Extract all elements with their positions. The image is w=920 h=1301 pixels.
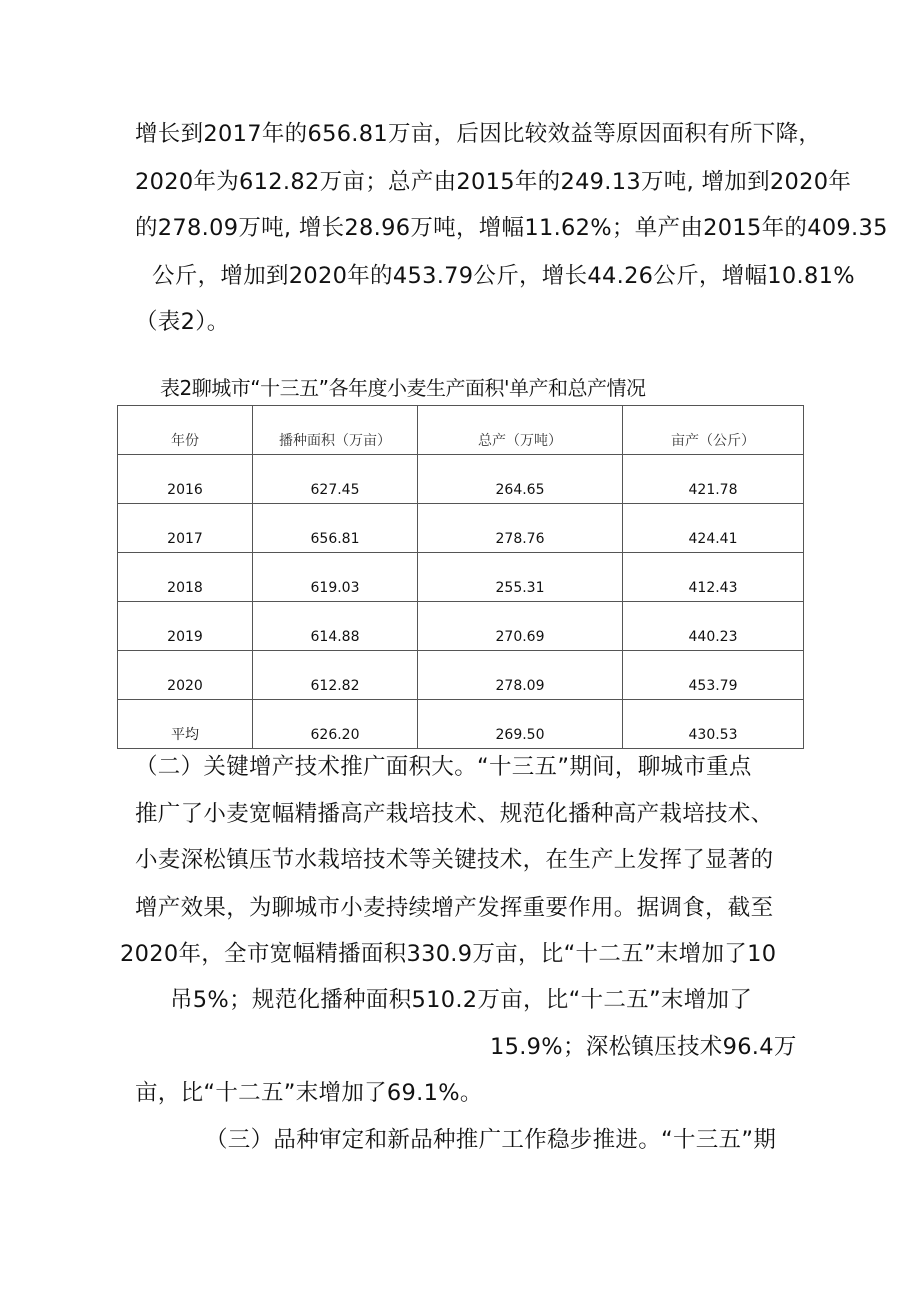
header-year: 年份: [118, 406, 253, 455]
text-line: 吊5%；规范化播种面积510.2万亩，比“十二五”末增加了: [170, 987, 753, 1013]
text-line: （三）品种审定和新品种推广工作稳步推进。“十三五”期: [205, 1127, 777, 1153]
text-line: 公斤，增加到2020年的453.79公斤，增长44.26公斤，增幅10.81%: [152, 263, 855, 289]
cell-yield: 424.41: [623, 504, 804, 553]
cell-total-output: 278.76: [418, 504, 623, 553]
cell-total-output: 270.69: [418, 602, 623, 651]
header-total-output: 总产（万吨）: [418, 406, 623, 455]
header-yield: 亩产（公斤）: [623, 406, 804, 455]
text-line: 2020年为612.82万亩；总产由2015年的249.13万吨, 增加到2020年: [135, 169, 852, 195]
cell-yield: 440.23: [623, 602, 804, 651]
cell-year: 2020: [118, 651, 253, 700]
text-line: 增长到2017年的656.81万亩，后因比较效益等原因面积有所下降，: [135, 121, 822, 147]
cell-year: 2017: [118, 504, 253, 553]
cell-year: 2016: [118, 455, 253, 504]
table-row: [118, 504, 804, 553]
text-line: 2020年，全市宽幅精播面积330.9万亩，比“十二五”末增加了10: [120, 941, 777, 967]
cell-total-output: 278.09: [418, 651, 623, 700]
table-caption: 表2聊城市“十三五”各年度小麦生产面积'单产和总产情况: [160, 376, 646, 400]
cell-area: 627.45: [253, 455, 418, 504]
cell-area: 656.81: [253, 504, 418, 553]
text-line: 亩，比“十二五”末增加了69.1%。: [135, 1080, 483, 1106]
table-header-row: [118, 406, 804, 455]
header-area: 播种面积（万亩）: [253, 406, 418, 455]
text-line: 15.9%；深松镇压技术96.4万: [490, 1034, 797, 1060]
cell-yield: 421.78: [623, 455, 804, 504]
cell-yield: 412.43: [623, 553, 804, 602]
text-line: 推广了小麦宽幅精播高产栽培技术、规范化播种高产栽培技术、: [135, 801, 774, 827]
text-line: 的278.09万吨, 增长28.96万吨，增幅11.62%；单产由2015年的409.35: [135, 215, 888, 241]
cell-total-output: 269.50: [418, 700, 623, 749]
cell-area: 612.82: [253, 651, 418, 700]
cell-year: 2019: [118, 602, 253, 651]
cell-year: 平均: [118, 700, 253, 749]
text-line: （二）关键增产技术推广面积大。“十三五”期间，聊城市重点: [135, 754, 752, 780]
text-line: 小麦深松镇压节水栽培技术等关键技术，在生产上发挥了显著的: [135, 847, 774, 873]
cell-area: 626.20: [253, 700, 418, 749]
cell-yield: 430.53: [623, 700, 804, 749]
table-row: [118, 651, 804, 700]
table-row: [118, 602, 804, 651]
table-row: [118, 553, 804, 602]
cell-area: 619.03: [253, 553, 418, 602]
cell-total-output: 264.65: [418, 455, 623, 504]
cell-yield: 453.79: [623, 651, 804, 700]
cell-year: 2018: [118, 553, 253, 602]
text-line: 增产效果，为聊城市小麦持续增产发挥重要作用。据调食，截至: [135, 895, 774, 921]
table-row-average: [118, 700, 804, 749]
text-line: （表2）。: [135, 309, 230, 335]
cell-total-output: 255.31: [418, 553, 623, 602]
wheat-production-table: [117, 405, 804, 749]
cell-area: 614.88: [253, 602, 418, 651]
table-row: [118, 455, 804, 504]
